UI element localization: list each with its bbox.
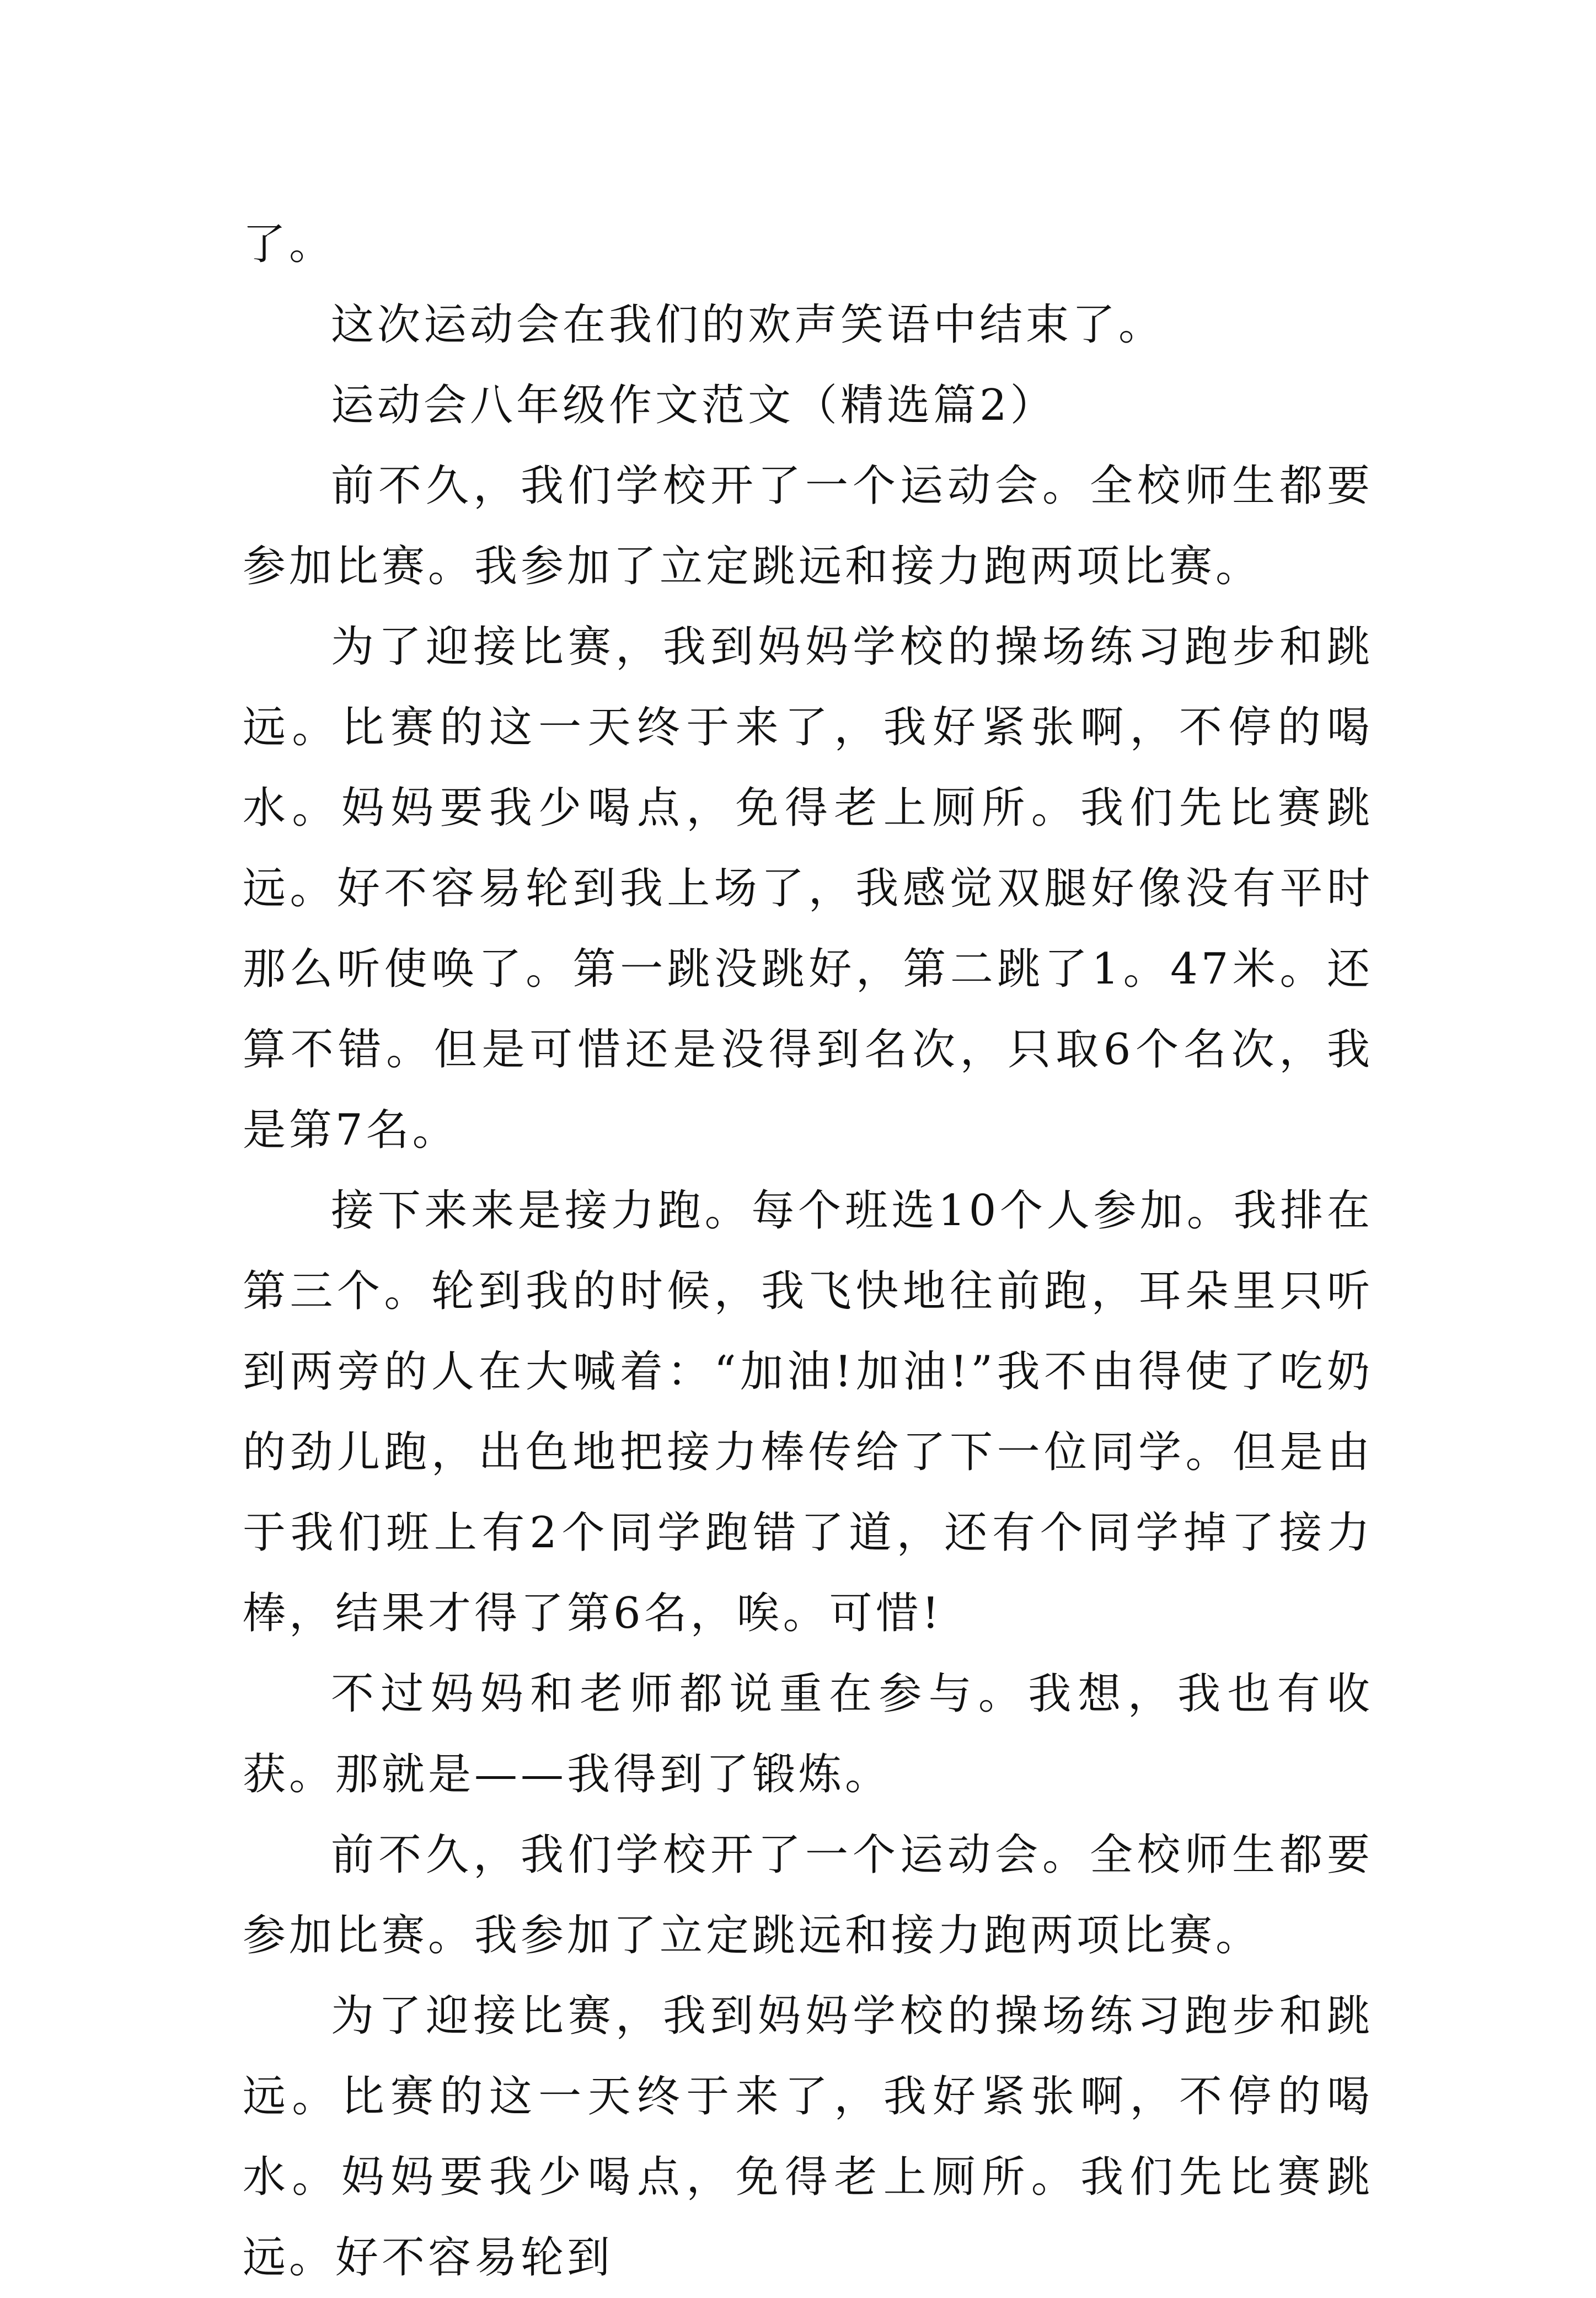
paragraph: 这次运动会在我们的欢声笑语中结束了。 bbox=[331, 300, 1165, 350]
paragraph: 接下来来是接力跑。每个班选10个人参加。我排在第三个。轮到我的时候，我飞快地往前跑，耳朵里只听到两旁的人在大喊着：“加油!加油!”我不由得使了吃奶的劲儿跑，出色地把接力棒传给了下一位同学。但是由于我们班上有2个同学跑错了道，还有个同学掉了接力棒，结果才得了第6名，唉。可惜! bbox=[243, 1186, 1373, 1638]
paragraph: 为了迎接比赛，我到妈妈学校的操场练习跑步和跳远。比赛的这一天终于来了，我好紧张啊，不停的喝水。妈妈要我少喝点，免得老上厕所。我们先比赛跳远。好不容易轮到我上场了，我感觉双腿好像没有平时那么听使唤了。第一跳没跳好，第二跳了1。47米。还算不错。但是可惜还是没得到名次，只取6个名次，我是第7名。 bbox=[243, 622, 1373, 1155]
paragraph: 为了迎接比赛，我到妈妈学校的操场练习跑步和跳远。比赛的这一天终于来了，我好紧张啊，不停的喝水。妈妈要我少喝点，免得老上厕所。我们先比赛跳远。好不容易轮到 bbox=[243, 1991, 1373, 2283]
paragraph: 前不久，我们学校开了一个运动会。全校师生都要参加比赛。我参加了立定跳远和接力跑两项比赛。 bbox=[243, 461, 1373, 591]
document-body bbox=[243, 204, 1373, 2298]
paragraph: 不过妈妈和老师都说重在参与。我想，我也有收获。那就是——我得到了锻炼。 bbox=[243, 1669, 1373, 1799]
paragraph: 前不久，我们学校开了一个运动会。全校师生都要参加比赛。我参加了立定跳远和接力跑两项比赛。 bbox=[243, 1830, 1373, 1960]
paragraph: 了。 bbox=[243, 220, 336, 269]
section-heading: 运动会八年级作文范文（精选篇2） bbox=[331, 381, 1057, 430]
